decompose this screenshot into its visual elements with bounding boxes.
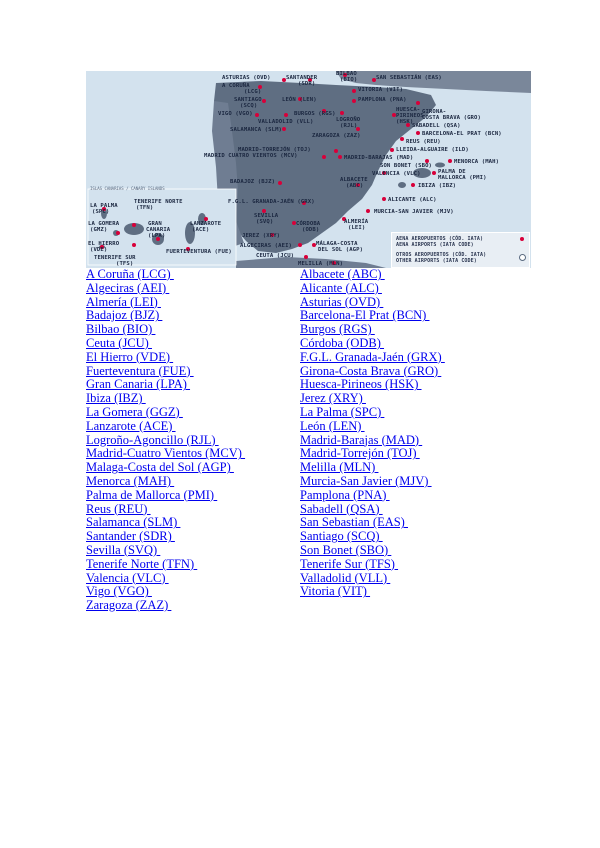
map-label-alicante: ALICANTE (ALC) (388, 197, 437, 203)
map-label-albacete-code: (ABC) (346, 183, 364, 189)
airport-link[interactable]: Gran Canaria (LPA) (86, 377, 191, 392)
airport-link[interactable]: Almería (LEI) (86, 294, 161, 309)
airport-link[interactable]: Madrid-Barajas (MAD) (300, 432, 423, 447)
tenerife-norte-dot (132, 223, 136, 227)
map-label-la-palma-code: (SPC) (92, 209, 110, 215)
map-label-girona: GIRONA- (422, 109, 447, 115)
menorca-island (435, 163, 445, 168)
airport-link[interactable]: Lanzarote (ACE) (86, 418, 176, 433)
airport-link[interactable]: Ibiza (IBZ) (86, 391, 146, 406)
map-label-la-gomera: LA GOMERA (88, 221, 120, 227)
map-label-albacete: ALBACETE (340, 177, 368, 183)
map-label-huesca-code: (HSK) (396, 119, 414, 125)
map-label-leon: LEÓN (LEN) (282, 97, 317, 103)
airport-link[interactable]: San Sebastian (EAS) (300, 515, 408, 530)
map-label-a-coruna: A CORUÑA (222, 83, 250, 89)
madrid-torrejon-dot (334, 149, 338, 153)
murcia-dot (366, 209, 370, 213)
map-label-huesca-2: PIRINEOS (396, 113, 424, 119)
map-label-algeciras: ALGECIRAS (AEI) (240, 243, 293, 249)
girona-dot (416, 101, 420, 105)
legend-aena-dot (520, 237, 524, 241)
airport-link[interactable]: Barcelona-El Prat (BCN) (300, 308, 430, 323)
map-label-huesca: HUESCA- (396, 107, 421, 113)
map-label-ceuta: CEUTA (JCU) (256, 253, 295, 259)
airport-link[interactable]: Tenerife Sur (TFS) (300, 556, 399, 571)
map-label-lleida: LLEIDA-ALGUAIRE (ILD) (396, 147, 469, 153)
airport-link[interactable]: Vigo (VGO) (86, 584, 152, 599)
reus-dot (400, 137, 404, 141)
map-label-pamplona: PAMPLONA (PNA) (358, 97, 407, 103)
map-label-girona-2: COSTA BRAVA (GRO) (422, 115, 481, 121)
airport-link[interactable]: Zaragoza (ZAZ) (86, 598, 172, 613)
map-label-barcelona: BARCELONA-EL PRAT (BCN) (422, 131, 502, 137)
map-label-tenerife-sur-code: (TFS) (116, 261, 134, 267)
map-label-burgos: BURGOS (RGS) (294, 111, 336, 117)
map-label-sevilla-code: (SVQ) (256, 219, 274, 225)
map-label-valencia: VALENCIA (VLC) (372, 171, 421, 177)
airport-link[interactable]: Alicante (ALC) (300, 280, 382, 295)
airport-link[interactable]: Valencia (VLC) (86, 570, 169, 585)
map-label-santiago-code: (SCQ) (240, 103, 258, 109)
map-label-santiago: SANTIAGO (234, 97, 262, 103)
map-label-son-bonet: SON BONET (SBO) (380, 163, 433, 169)
valladolid-dot (284, 113, 288, 117)
airport-link[interactable]: La Palma (SPC) (300, 404, 385, 419)
map-label-ibiza: IBIZA (IBZ) (418, 183, 457, 189)
airport-link[interactable]: La Gomera (GGZ) (86, 404, 183, 419)
airport-link[interactable]: Algeciras (AEI) (86, 280, 170, 295)
map-label-cordoba-code: (ODB) (302, 227, 320, 233)
airport-link[interactable]: Madrid-Cuatro Vientos (MCV) (86, 446, 246, 461)
map-label-santander: SANTANDER (286, 75, 318, 81)
airport-link[interactable]: Burgos (RGS) (300, 322, 375, 337)
vitoria-dot (352, 89, 356, 93)
airport-link[interactable]: Reus (REU) (86, 501, 151, 516)
airport-link[interactable]: Pamplona (PNA) (300, 487, 390, 502)
map-label-vitoria: VITORIA (VIT) (358, 87, 404, 93)
map-label-murcia: MURCIA-SAN JAVIER (MJV) (374, 209, 454, 215)
airport-link[interactable]: Sevilla (SVQ) (86, 542, 161, 557)
lleida-dot (390, 148, 394, 152)
map-label-canarias-note: ISLAS CANARIAS / CANARY ISLANDS (90, 186, 165, 191)
map-label-santander-code: (SDR) (298, 81, 316, 87)
airport-link[interactable]: Córdoba (ODB) (300, 335, 385, 350)
airport-link[interactable]: Tenerife Norte (TFN) (86, 556, 198, 571)
map-label-vigo: VIGO (VGO) (218, 111, 253, 117)
ibiza-dot (411, 183, 415, 187)
airport-link[interactable]: Valladolid (VLL) (300, 570, 391, 585)
map-label-bilbao: BILBAO (336, 71, 357, 77)
airport-link[interactable]: Albacete (ABC) (300, 267, 385, 281)
map-label-valladolid: VALLADOLID (VLL) (258, 119, 314, 125)
madrid-cuatro-vientos-dot (322, 155, 326, 159)
vigo-dot (255, 113, 259, 117)
map-label-logrono-code: (RJL) (340, 123, 358, 129)
map-label-tenerife-norte: TENERIFE NORTE (134, 199, 183, 205)
ibiza-island (398, 182, 406, 188)
airport-link[interactable]: Fuerteventura (FUE) (86, 363, 194, 378)
airport-link[interactable]: El Hierro (VDE) (86, 349, 174, 364)
airport-link[interactable]: Palma de Mallorca (PMI) (86, 487, 218, 502)
salamanca-dot (282, 127, 286, 131)
map-label-palma-2: MALLORCA (PMI) (438, 175, 487, 181)
legend-aena-label-2: AENA AIRPORTS (IATA CODE) (396, 242, 474, 248)
airport-link[interactable]: Girona-Costa Brava (GRO) (300, 363, 442, 378)
tenerife-sur-dot (132, 243, 136, 247)
ceuta-dot (304, 255, 308, 259)
map-label-el-hierro-code: (VDE) (90, 247, 108, 253)
map-label-tenerife-sur: TENERIFE SUR (94, 255, 136, 261)
legend-other-label: OTROS AEROPUERTOS (CÓD. IATA) (396, 252, 487, 258)
airport-link[interactable]: Madrid-Torrejón (TOJ) (300, 446, 420, 461)
map-label-reus: REUS (REU) (406, 139, 441, 145)
map-label-madrid-cuatro-vientos: MADRID CUATRO VIENTOS (MCV) (204, 153, 298, 159)
airport-list-left (86, 268, 245, 613)
map-label-cordoba: CÓRDOBA (296, 221, 321, 227)
airport-link[interactable]: Sabadell (QSA) (300, 501, 383, 516)
airport-link[interactable]: Asturias (OVD) (300, 294, 384, 309)
map-label-gran-canaria-code: (LPA) (148, 233, 166, 239)
map-label-la-gomera-code: (GMZ) (90, 227, 108, 233)
logrono-dot (340, 111, 344, 115)
airport-link[interactable]: Ceuta (JCU) (86, 335, 152, 350)
map-label-lanzarote: LANZAROTE (190, 221, 222, 227)
map-label-el-hierro: EL HIERRO (88, 241, 120, 247)
map-label-zaragoza: ZARAGOZA (ZAZ) (312, 133, 361, 139)
airport-list-right (300, 268, 445, 599)
alicante-dot (382, 197, 386, 201)
menorca-dot (448, 159, 452, 163)
legend-other-dot (519, 254, 526, 261)
map-label-a-coruna-code: (LCG) (244, 89, 262, 95)
map-label-fgl: F.G.L. GRANADA-JAÉN (GRX) (228, 199, 315, 205)
airport-link[interactable]: Badajoz (BJZ) (86, 308, 163, 323)
map-label-lanzarote-code: (ACE) (192, 227, 210, 233)
airport-link[interactable]: Huesca-Pirineos (HSK) (300, 377, 422, 392)
map-label-madrid-torrejon: MADRID-TORREJÓN (TOJ) (238, 147, 311, 153)
map-label-almeria: ALMERÍA (344, 219, 369, 225)
map-label-fuerteventura: FUERTEVENTURA (FUE) (166, 249, 232, 255)
airport-link[interactable]: Malaga-Costa del Sol (AGP) (86, 460, 234, 475)
map-label-almeria-code: (LEI) (348, 225, 366, 231)
map-label-madrid-barajas: MADRID-BARAJAS (MAD) (344, 155, 414, 161)
santiago-dot (262, 99, 266, 103)
map-label-malaga-2: DEL SOL (AGP) (318, 247, 364, 253)
map-label-salamanca: SALAMANCA (SLM) (230, 127, 283, 133)
airport-link[interactable]: Logroño-Agoncillo (RJL) (86, 432, 219, 447)
la-gomera-dot (116, 231, 120, 235)
algeciras-dot (298, 243, 302, 247)
airport-link[interactable]: Vitoria (VIT) (300, 584, 371, 599)
airport-link[interactable]: F.G.L. Granada-Jaén (GRX) (300, 349, 445, 364)
airport-link[interactable]: Melilla (MLN) (300, 460, 379, 475)
map-label-palma: PALMA DE (438, 169, 466, 175)
pamplona-dot (352, 99, 356, 103)
airport-link[interactable]: Menorca (MAH) (86, 473, 175, 488)
airport-link[interactable]: Bilbao (BIO) (86, 322, 156, 337)
palma-dot (432, 171, 436, 175)
map-label-melilla: MELILLA (MLN) (298, 261, 344, 267)
legend-aena-label: AENA AEROPUERTOS (CÓD. IATA) (396, 236, 484, 242)
airport-link[interactable]: Santander (SDR) (86, 529, 175, 544)
map-label-asturias: ASTURIAS (OVD) (222, 75, 271, 81)
map-label-sevilla: SEVILLA (254, 213, 279, 219)
map-label-tenerife-norte-code: (TFN) (136, 205, 154, 211)
map-legend (391, 232, 530, 268)
airport-link[interactable]: Son Bonet (SBO) (300, 542, 392, 557)
map-label-logrono: LOGROÑO (336, 117, 361, 123)
map-label-gran-canaria-2: CANARIA (146, 227, 171, 233)
barcelona-dot (416, 131, 420, 135)
airport-link[interactable]: A Coruña (LCG) (86, 267, 174, 281)
airport-link[interactable]: Jerez (XRY) (300, 391, 366, 406)
map-label-gran-canaria: GRAN (148, 221, 162, 227)
map-label-menorca: MENORCA (MAH) (454, 159, 500, 165)
map-label-badajoz: BADAJOZ (BJZ) (230, 179, 276, 185)
airport-link[interactable]: Santiago (SCQ) (300, 529, 383, 544)
airport-link[interactable]: León (LEN) (300, 418, 365, 433)
madrid-barajas-dot (338, 155, 342, 159)
map-label-jerez: JEREZ (XRY) (242, 233, 281, 239)
map-label-bilbao-code: (BIO) (340, 77, 358, 83)
map-label-la-palma: LA PALMA (90, 203, 118, 209)
badajoz-dot (278, 181, 282, 185)
airport-link[interactable]: Salamanca (SLM) (86, 515, 181, 530)
legend-other-label-2: OTHER AIRPORTS (IATA CODE) (396, 258, 477, 264)
map-label-san-sebastian: SAN SEBASTIÁN (EAS) (376, 75, 442, 81)
map-label-malaga: MÁLAGA-COSTA (316, 241, 358, 247)
map-label-sabadell: SABADELL (QSA) (412, 123, 461, 129)
airport-link[interactable]: Murcia-San Javier (MJV) (300, 473, 432, 488)
airports-map (86, 71, 531, 268)
